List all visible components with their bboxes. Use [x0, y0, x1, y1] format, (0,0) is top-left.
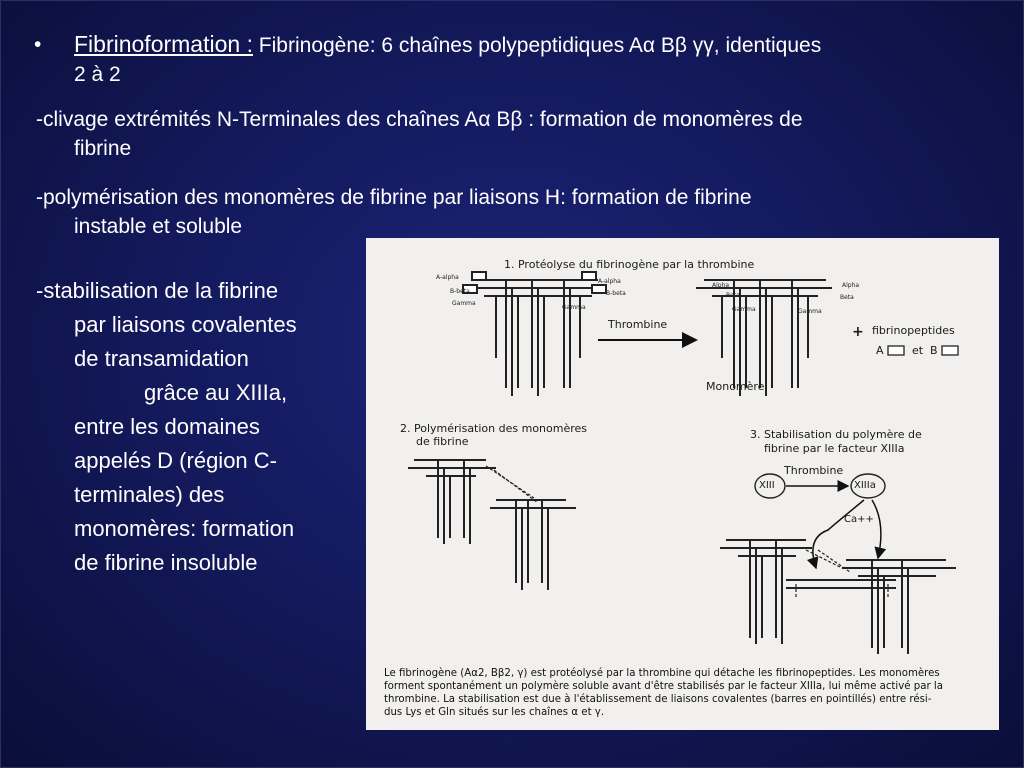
caption-line: Le fibrinogène (Aα2, Bβ2, γ) est protéolysé par la thrombine qui détache les fibrinopeptides. Les monomères — [384, 668, 940, 679]
stabilisation-line: monomères: formation — [74, 516, 295, 541]
label-gamma-monomer-right: Gamma — [798, 308, 822, 315]
paragraph-stabilisation — [36, 274, 366, 580]
step3-title-l1: 3. Stabilisation du polymère de — [750, 428, 922, 441]
label-a-alpha-right: A-alpha — [598, 278, 621, 285]
fibrinopeptides-label: fibrinopeptides — [872, 324, 955, 337]
step2-title-l2: de fibrine — [416, 435, 469, 448]
calcium-label: Ca++ — [844, 514, 874, 525]
stabilisation-line: entre les domaines — [74, 414, 260, 439]
bullet-point: • — [34, 33, 42, 56]
plus-sign: + — [852, 324, 864, 340]
polymerisation-line1: -polymérisation des monomères de fibrine par liaisons H: formation de fibrine — [36, 186, 752, 209]
stabilisation-line: appelés D (région C- — [74, 448, 277, 473]
xiiia-arrow-right — [872, 500, 881, 558]
xiiia-label: XIIIa — [854, 480, 876, 491]
soluble-polymer — [408, 460, 576, 590]
fibrin-formation-figure — [366, 238, 999, 730]
label-gamma: Gamma — [452, 300, 476, 307]
label-alpha: Alpha — [712, 282, 730, 289]
stabilised-polymer — [720, 540, 956, 654]
fibrinopeptide-a-label: A — [876, 344, 884, 357]
fibrinopeptide-et-label: et — [912, 344, 924, 357]
caption-line: dus Lys et Gln situés sur les chaînes α et γ. — [384, 707, 605, 718]
label-beta-right: Beta — [840, 294, 854, 301]
step3-title-l2: fibrine par le facteur XIIIa — [764, 442, 905, 455]
clivage-line2: fibrine — [74, 137, 132, 160]
step2-title-l1: 2. Polymérisation des monomères — [400, 422, 588, 435]
fibrinoformation-title: Fibrinoformation : — [74, 31, 253, 57]
caption-line: thrombine. La stabilisation est due à l'établissement de liaisons covalentes (barres en pointillés) entre rési- — [384, 694, 932, 705]
stabilisation-line: grâce au XIIIa, — [144, 380, 288, 405]
label-alpha-right: Alpha — [842, 282, 860, 289]
xiii-label: XIII — [759, 480, 775, 491]
label-b-beta: B-beta — [450, 288, 470, 295]
thrombine-label: Thrombine — [608, 318, 668, 331]
fibrinogen-description-cont: 2 à 2 — [74, 63, 121, 86]
figure-caption — [384, 667, 994, 719]
caption-line: forment spontanément un polymère soluble avant d'être stabilisés par le facteur XIIIa, lui même activé par la — [384, 681, 943, 692]
fibrinogen-molecule — [463, 272, 606, 396]
label-gamma-right: Gamma — [562, 304, 586, 311]
paragraph-clivage — [36, 105, 986, 163]
stabilisation-line: -stabilisation de la fibrine — [36, 278, 279, 303]
label-a-alpha: A-alpha — [436, 274, 459, 281]
stabilisation-line: de fibrine insoluble — [74, 550, 258, 575]
step1-title: 1. Protéolyse du fibrinogène par la thrombine — [504, 258, 755, 271]
label-gamma-monomer: Gamma — [732, 306, 756, 313]
fibrinogen-description: Fibrinogène: 6 chaînes polypeptidiques Aα Bβ γγ, identiques — [252, 34, 822, 57]
paragraph-polymerisation — [36, 183, 986, 241]
label-beta: Beta — [726, 292, 740, 299]
stabilisation-line: par liaisons covalentes — [74, 312, 297, 337]
monomere-label: Monomère — [706, 380, 765, 393]
fibrinopeptide-b-label: B — [930, 344, 938, 357]
thrombine-label-step3: Thrombine — [784, 464, 844, 477]
paragraph-fibrinoformation — [74, 30, 1004, 89]
clivage-line1: -clivage extrémités N-Terminales des chaînes Aα Bβ : formation de monomères de — [36, 108, 803, 131]
polymerisation-line2: instable et soluble — [74, 215, 243, 238]
stabilisation-line: terminales) des — [74, 482, 225, 507]
stabilisation-line: de transamidation — [74, 346, 249, 371]
fibrin-diagram — [366, 238, 999, 730]
fibrin-monomer — [696, 280, 832, 396]
label-b-beta-right: B-beta — [606, 290, 626, 297]
